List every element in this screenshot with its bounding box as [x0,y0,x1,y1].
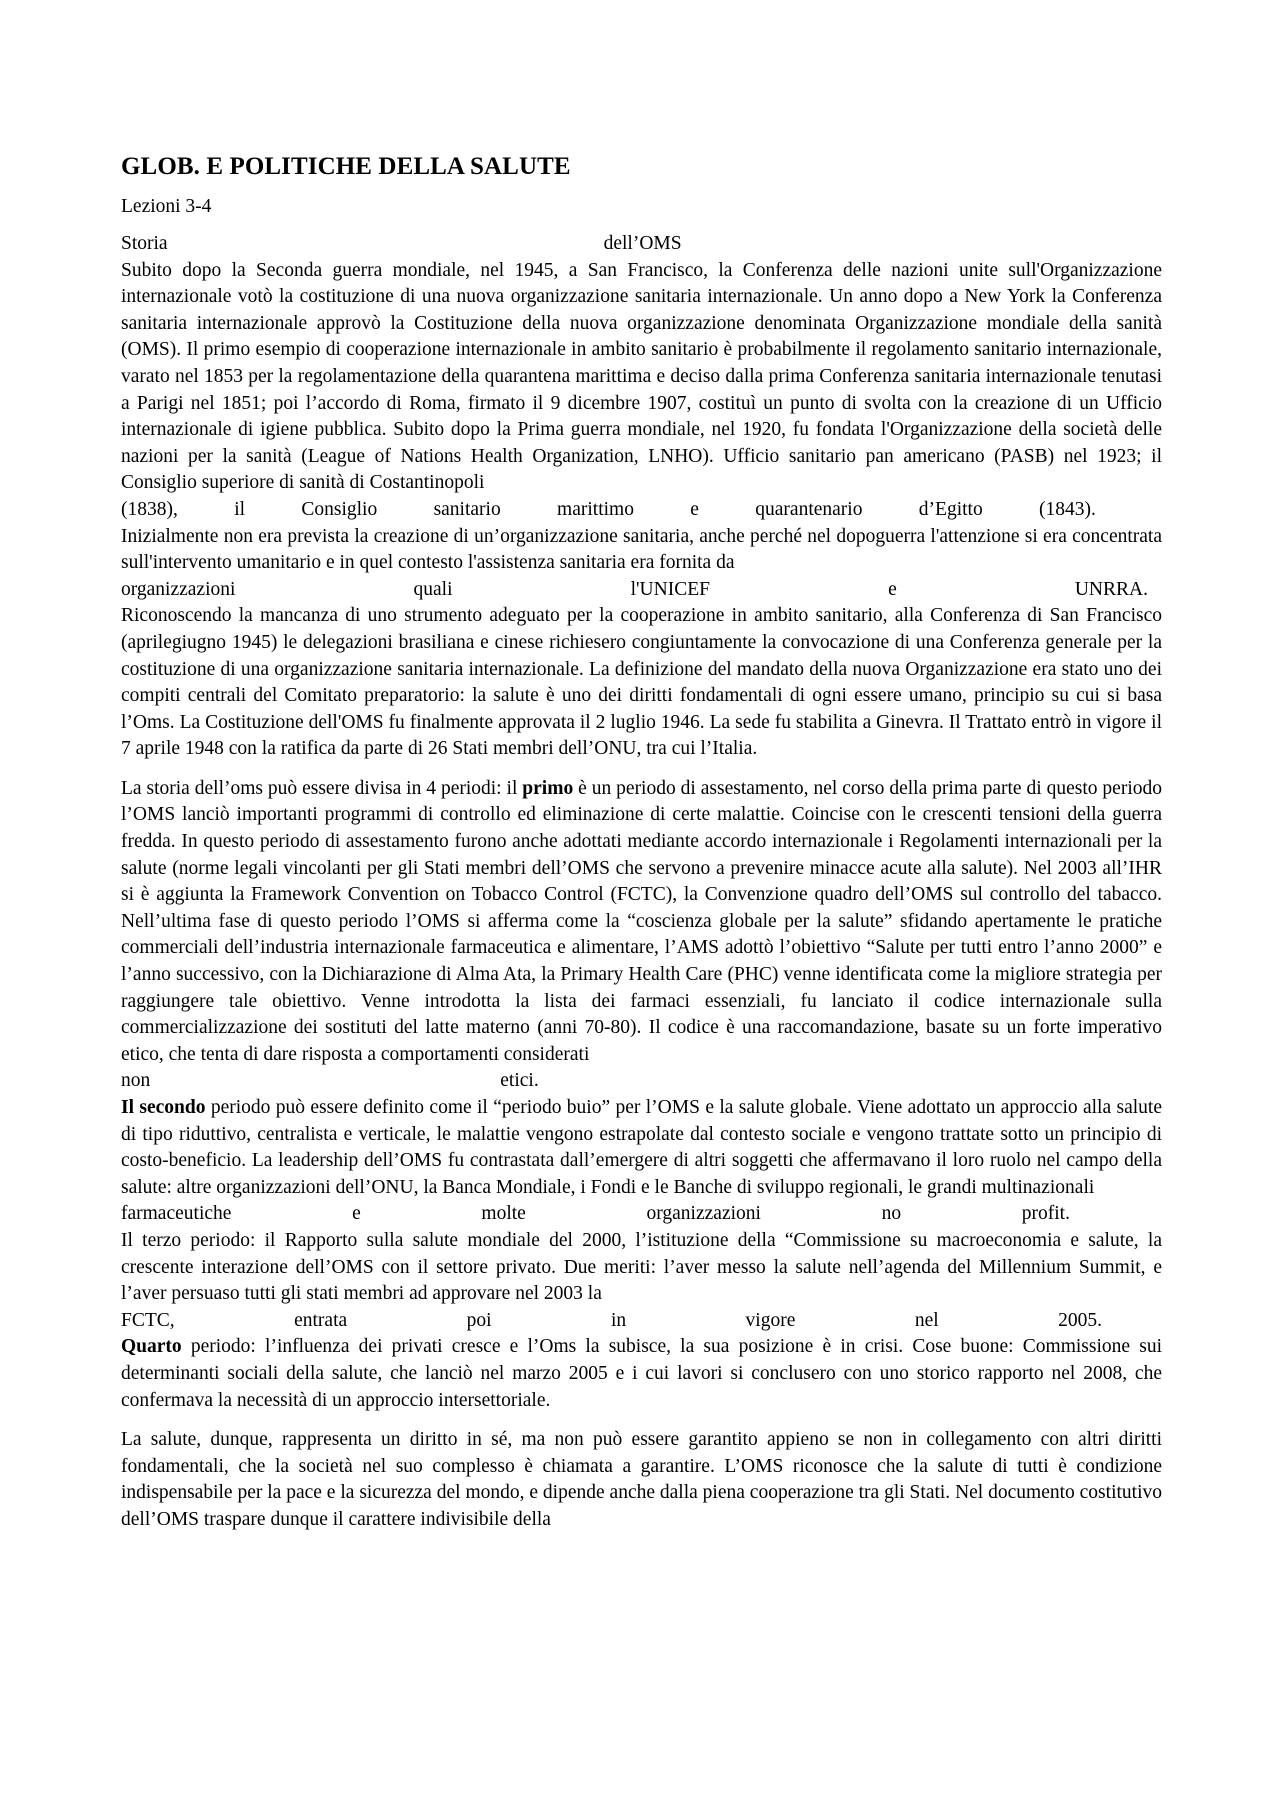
bold-term-il-secondo: Il secondo [121,1097,206,1118]
bold-term-primo: primo [522,777,574,799]
document-title: GLOB. E POLITICHE DELLA SALUTE [121,153,571,180]
text-run: La storia dell’oms può essere divisa in 4 periodi: il [121,777,523,799]
paragraph-first-period-last-line [121,1068,1162,1095]
word: farmaceutiche [121,1203,232,1225]
word: d’Egitto [918,498,983,520]
word: entrata [294,1309,348,1331]
word: sanitario [433,498,501,520]
word: profit. [1021,1203,1070,1225]
word: marittimo [557,498,634,520]
text-run: periodo può essere definito come il “periodo buio” per l’OMS e la salute globale. Viene adottato un approccio alla salute di tipo riduttivo, centralista e verticale, le malattie vengono estrapolate dal contesto sociale e vengono trattate sotto un principio di costo-beneficio. La leadership dell’OMS fu contrastata dall’emergere di altri soggetti che affermavano il loro ruolo nel campo della salute: altre organizzazioni dell’ONU, la Banca Mondiale, i Fondi e le Banche di sviluppo regionali, le grandi multinazionali [121,1097,1162,1198]
bold-term-quarto: Quarto [121,1336,182,1358]
word: (1838), [121,498,178,520]
word: no [881,1203,902,1225]
word: e [352,1203,361,1225]
word: poi [466,1309,492,1331]
paragraph-third-period: Il terzo periodo: il Rapporto sulla salute mondiale del 2000, l’istituzione della “Commissione su macroeconomia e salute, la crescente interazione dell’OMS con il settore privato. Due meriti: l’aver messo la salute nell’agenda del Millennium Summit, e l’aver persuaso tutti gli stati membri ad approvare nel 2003 la [121,1229,1162,1305]
word: nel [914,1309,939,1331]
paragraph-postwar: Inizialmente non era prevista la creazione di un’organizzazione sanitaria, anche perché nel dopoguerra l'attenzione si era concentrata sull'intervento umanitario e in quel contesto l'assistenza sanitaria era fornita da [121,525,1162,574]
text-run: periodo: l’influenza dei privati cresce e l’Oms la subisce, la sua posizione è in crisi. Cose buone: Commissione sui determinanti sociali della salute, che lanciò nel marzo 2005 e i cui lavori si conclusero con uno storico rapporto nel 2008, che confermava la necessità di un approccio intersettoriale. [121,1336,1162,1411]
paragraph-health-right: La salute, dunque, rappresenta un diritto in sé, ma non può essere garantito appieno se non in collegamento con altri diritti fondamentali, che la società nel suo complesso è chiamata a garantire. L’OMS riconosce che la salute di tutti è condizione indispensabile per la pace e la sicurezza del mondo, e dipende anche dalla piena cooperazione tra gli Stati. Nel documento costitutivo dell’OMS traspare dunque il carattere indivisibile della [121,1429,1162,1530]
document-subtitle: Lezioni 3-4 [121,196,212,217]
section-heading-right: dell’OMS [603,233,682,254]
word: organizzazioni [121,578,236,600]
word: quarantenario [755,498,863,520]
word: non [121,1070,151,1092]
word: (1843). [1039,498,1096,520]
word: il [234,498,246,520]
paragraph-postwar-last-line [121,577,1162,604]
section-heading-left: Storia [121,233,168,254]
word: e [888,578,897,600]
word: e [690,498,699,520]
word: organizzazioni [646,1203,761,1225]
word: 2005. [1058,1309,1102,1331]
word: l'UNICEF [630,578,710,600]
paragraph-second-period-last-line [121,1201,1162,1228]
word: FCTC, [121,1309,175,1331]
word: UNRRA. [1074,578,1148,600]
word: etici. [500,1070,539,1092]
paragraph-fourth-period [121,1334,1162,1414]
paragraph-third-period-last-line [121,1308,1162,1335]
paragraph-first-period [121,776,1162,1069]
word: vigore [745,1309,796,1331]
paragraph-history-origins-last-line [121,497,1162,524]
text-run: è un periodo di assestamento, nel corso della prima parte di questo periodo l’OMS lanciò importanti programmi di controllo ed eliminazione di certe malattie. Coincise con le crescenti tensioni della guerra fredda. In questo periodo di assestamento furono anche adottati mediante accordo internazionale i Regolamenti internazionali per la salute (norme legali vincolanti per gli Stati membri dell’OMS che servono a prevenire minacce acute alla salute). Nel 2003 all’IHR si è aggiunta la Framework Convention on Tobacco Control (FCTC), la Convenzione quadro dell’OMS sul controllo del tabacco. Nell’ultima fase di questo periodo l’OMS si afferma come la “coscienza globale per la salute” sfidando apertamente le pratiche commerciali dell’industria internazionale farmaceutica e alimentare, l’AMS adottò l’obiettivo “Salute per tutti entro l’anno 2000” e l’anno successivo, con la Dichiarazione di Alma Ata, la Primary Health Care (PHC) venne identificata come la migliore strategia per raggiungere tale obiettivo. Venne introdotta la lista dei farmaci essenziali, fu lanciato il codice internazionale sulla commercializzazione dei sostituti del latte materno (anni 70-80). Il codice è una raccomandazione, basate su un forte imperativo etico, che tenta di dare risposta a comportamenti considerati [121,777,1163,1065]
word: in [610,1309,627,1331]
word: molte [481,1203,526,1225]
paragraph-second-period [121,1095,1162,1201]
document-body [121,150,1162,1534]
word: quali [413,578,453,600]
paragraph-history-origins: Subito dopo la Seconda guerra mondiale, nel 1945, a San Francisco, la Conferenza delle nazioni unite sull'Organizzazione internazionale votò la costituzione di una nuova organizzazione sanitaria internazionale. Un anno dopo a New York la Conferenza sanitaria internazionale approvò la Costituzione della nuova organizzazione denominata Organizzazione mondiale della sanità (OMS). Il primo esempio di cooperazione internazionale in ambito sanitario è probabilmente il regolamento sanitario internazionale, varato nel 1853 per la regolamentazione della quarantena marittima e deciso dalla prima Conferenza sanitaria internazionale tenutasi a Parigi nel 1851; poi l’accordo di Roma, firmato il 9 dicembre 1907, costituì un punto di svolta con la creazione di un Ufficio internazionale di igiene pubblica. Subito dopo la Prima guerra mondiale, nel 1920, fu fondata l'Organizzazione della società delle nazioni per la sanità (League of Nations Health Organization, LNHO). Ufficio sanitario pan americano (PASB) nel 1923; il Consiglio superiore di sanità di Costantinopoli [121,259,1162,494]
word: Consiglio [301,498,378,520]
paragraph-san-francisco: Riconoscendo la mancanza di uno strumento adeguato per la cooperazione in ambito sanitario, alla Conferenza di San Francisco (aprilegiugno 1945) le delegazioni brasiliana e cinese richiesero congiuntamente la convocazione di una Conferenza generale per la costituzione di una organizzazione sanitaria internazionale. La definizione del mandato della nuova Organizzazione era stato uno dei compiti centrali del Comitato preparatorio: la salute è uno dei diritti fondamentali di ogni essere umano, principio su cui si basa l’Oms. La Costituzione dell'OMS fu finalmente approvata il 2 luglio 1946. La sede fu stabilita a Ginevra. Il Trattato entrò in vigore il 7 aprile 1948 con la ratifica da parte di 26 Stati membri dell’ONU, tra cui l’Italia. [121,605,1162,760]
section-heading [121,231,1162,258]
